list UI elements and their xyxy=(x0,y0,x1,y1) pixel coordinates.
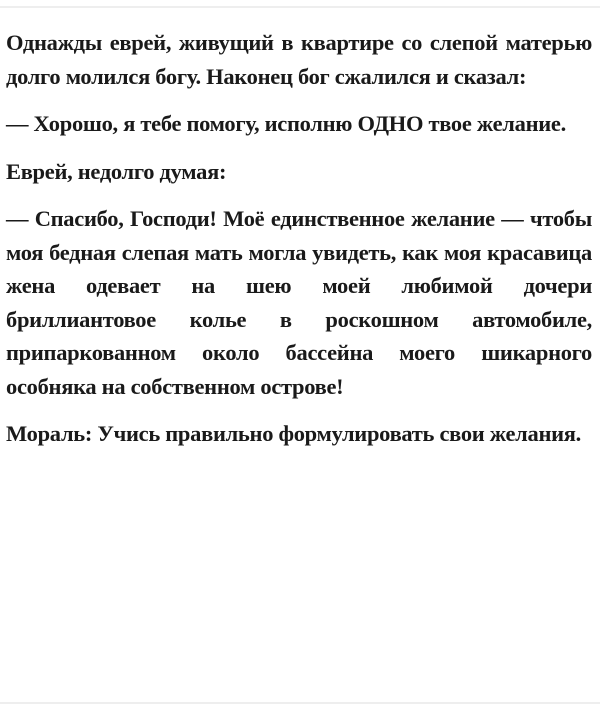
paragraph-jew-thinking: Еврей, недолго думая: xyxy=(6,158,227,184)
top-divider xyxy=(0,6,600,8)
joke-text xyxy=(6,26,592,451)
paragraph-wish: — Спасибо, Господи! Моё единственное желание — чтобы моя бедная слепая мать могла увидеть, как моя красавица жена одевает на шею моей любимой дочери бриллиантовое колье в роскошном автомобиле, припаркованном около бассейна моего шикарного особняка на собственном острове! xyxy=(6,206,592,399)
paragraph-moral: Мораль: Учись правильно формулировать свои желания. xyxy=(6,421,581,446)
paragraph-god-reply: — Хорошо, я тебе помогу, исполню ОДНО твое желание. xyxy=(6,111,566,136)
paragraph-intro: Однажды еврей, живущий в квартире со слепой матерью долго молился богу. Наконец бог сжалился и сказал: xyxy=(6,30,592,89)
bottom-divider xyxy=(0,702,600,704)
